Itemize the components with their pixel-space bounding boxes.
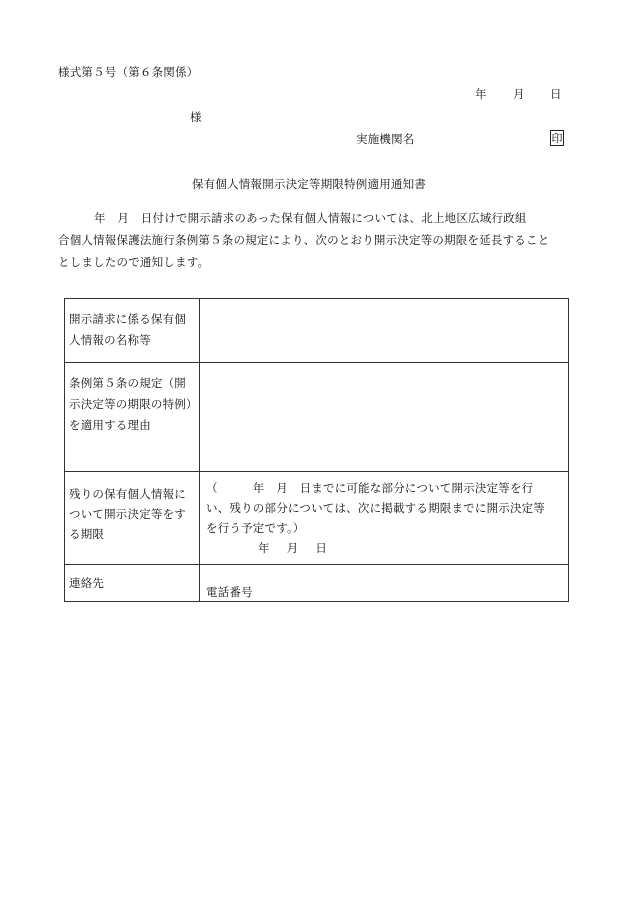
deadline-date <box>206 538 564 558</box>
recipient-suffix: 様 <box>190 110 202 124</box>
table-label-cell <box>65 299 200 363</box>
table-row <box>65 363 569 472</box>
deadline-month-label: 月 <box>286 541 299 555</box>
table-label-cell <box>65 472 200 565</box>
deadline-text <box>200 472 568 558</box>
deadline-text-line: （ 年 月 日までに可能な部分について開示決定等を行 <box>206 481 534 495</box>
seal-mark: 印 <box>551 132 563 145</box>
date-year-label: 年 <box>475 87 487 101</box>
table-label-cell <box>65 565 200 602</box>
notice-body-line: 合個人情報保護法施行条例第５条の規定により、次のとおり開示決定等の期限を延長すること <box>58 233 550 247</box>
reason-value-cell <box>200 363 569 472</box>
table-row <box>65 565 569 602</box>
notice-body-line: としましたので通知します。 <box>58 255 210 269</box>
institution-label: 実施機関名 <box>356 132 415 146</box>
info-name-label: 開示請求に係る保有個人情報の名称等 <box>69 312 186 347</box>
notice-body-line: 年 月 日付けで開示請求のあった保有個人情報については、北上地区広域行政組 <box>94 211 527 225</box>
phone-number-label: 電話番号 <box>206 585 253 599</box>
deadline-day-label: 日 <box>315 541 328 555</box>
deadline-year-label: 年 <box>258 541 270 555</box>
date-day-label: 日 <box>550 87 562 101</box>
info-name-value-cell <box>200 299 569 363</box>
table-row <box>65 472 569 565</box>
contact-label: 連絡先 <box>69 576 105 590</box>
table-label-cell <box>65 363 200 472</box>
deadline-value-cell <box>200 472 569 565</box>
contact-value-cell <box>200 565 569 602</box>
form-label: 様式第５号（第６条関係） <box>58 65 199 79</box>
document-title: 保有個人情報開示決定等期限特例適用通知書 <box>192 177 426 191</box>
deadline-text-line: を行う予定です。） <box>206 521 305 535</box>
table-row <box>65 299 569 363</box>
notice-body <box>58 207 574 273</box>
reason-label: 条例第５条の規定（開示決定等の期限の特例）を適用する理由 <box>69 376 192 432</box>
date-month-label: 月 <box>513 87 525 101</box>
deadline-label: 残りの保有個人情報について開示決定等をする期限 <box>69 487 186 541</box>
deadline-text-line: い、残りの部分については、次に掲載する期限までに開示決定等 <box>206 501 546 515</box>
detail-table <box>64 298 569 602</box>
